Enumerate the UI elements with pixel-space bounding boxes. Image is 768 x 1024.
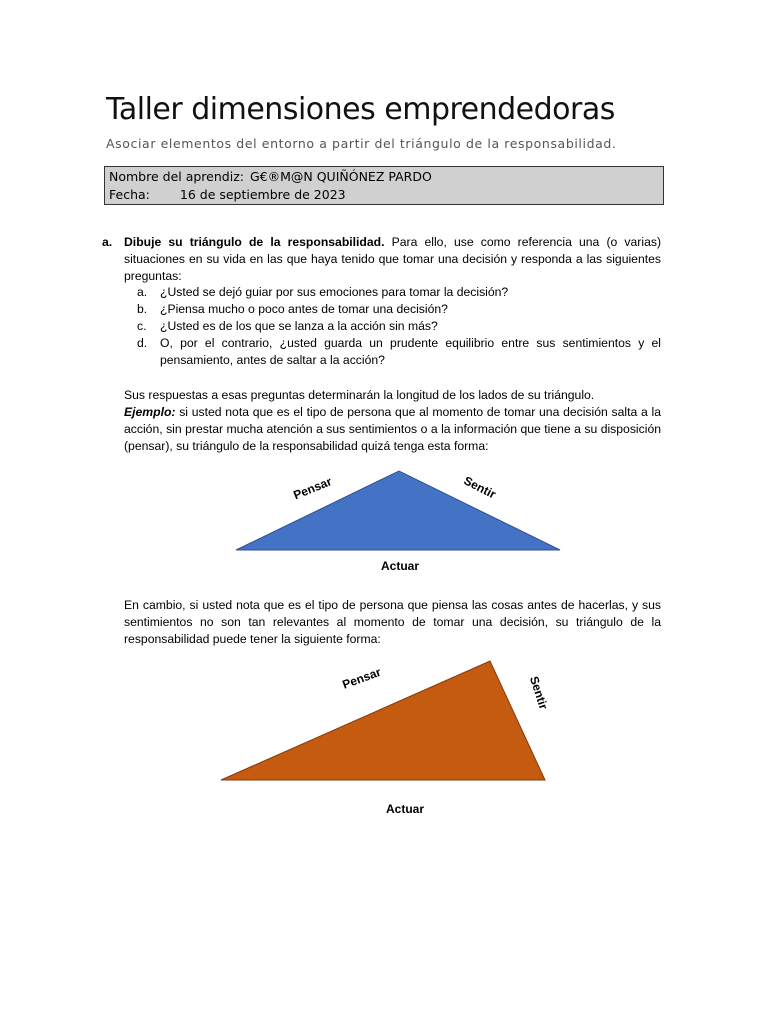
date-label: Fecha: xyxy=(109,187,150,202)
page-title: Taller dimensiones emprendedoras xyxy=(106,92,615,127)
page-subtitle: Asociar elementos del entorno a partir del triángulo de la responsabilidad. xyxy=(106,136,617,151)
list-text: ¿Usted se dejó guiar por sus emociones para tomar la decisión? xyxy=(160,285,509,299)
example-label: Ejemplo: xyxy=(124,405,176,419)
section-marker: a. xyxy=(102,235,113,249)
triangle1-label-sentir: Sentir xyxy=(461,473,499,502)
list-marker: b. xyxy=(137,302,148,316)
answers-paragraph: Sus respuestas a esas preguntas determinarán la longitud de los lados de su triángulo. xyxy=(124,388,595,402)
name-label: Nombre del aprendiz: xyxy=(109,169,244,184)
triangle2-label-pensar: Pensar xyxy=(340,664,383,692)
list-marker: a. xyxy=(137,285,148,299)
triangle1-label-pensar: Pensar xyxy=(291,474,334,503)
list-marker: c. xyxy=(137,319,147,333)
example-text: si usted nota que es el tipo de persona que al momento de tomar una decisión salta a la acción, sin prestar mucha atención a sus sentimientos o a la información que tiene a su disposición (pensar), su triángulo de la responsabilidad quizá tenga esta forma: xyxy=(124,405,661,453)
list-marker: d. xyxy=(137,336,148,350)
list-text: O, por el contrario, ¿usted guarda un prudente equilibrio entre sus sentimientos y el pensamiento, antes de saltar a la acción? xyxy=(160,336,661,367)
section-lead-text: Para ello, use como referencia una (o varias) situaciones en su vida en las que haya tenido que tomar una decisión y responda a las siguientes preguntas: xyxy=(124,235,662,283)
date-value: 16 de septiembre de 2023 xyxy=(179,187,346,202)
list-text: ¿Usted es de los que se lanza a la acción sin más? xyxy=(160,319,438,333)
triangle2-label-actuar: Actuar xyxy=(385,802,425,816)
triangle2-label-sentir: Sentir xyxy=(526,674,551,712)
list-text: ¿Piensa mucho o poco antes de tomar una decisión? xyxy=(160,302,448,316)
triangle-reflective-shape xyxy=(221,661,545,780)
contrast-paragraph: En cambio, si usted nota que es el tipo de persona que piensa las cosas antes de hacerlas, y sus sentimientos no son tan relevantes al momento de tomar una decisión, su triángulo de la responsabilidad puede tener la siguiente forma: xyxy=(124,598,661,646)
triangle-reactive-shape xyxy=(236,471,560,550)
section-lead-bold: Dibuje su triángulo de la responsabilidad. xyxy=(124,235,385,249)
triangle1-label-actuar: Actuar xyxy=(380,559,420,573)
name-value: G€®M@N QUIÑÓNEZ PARDO xyxy=(249,169,432,184)
